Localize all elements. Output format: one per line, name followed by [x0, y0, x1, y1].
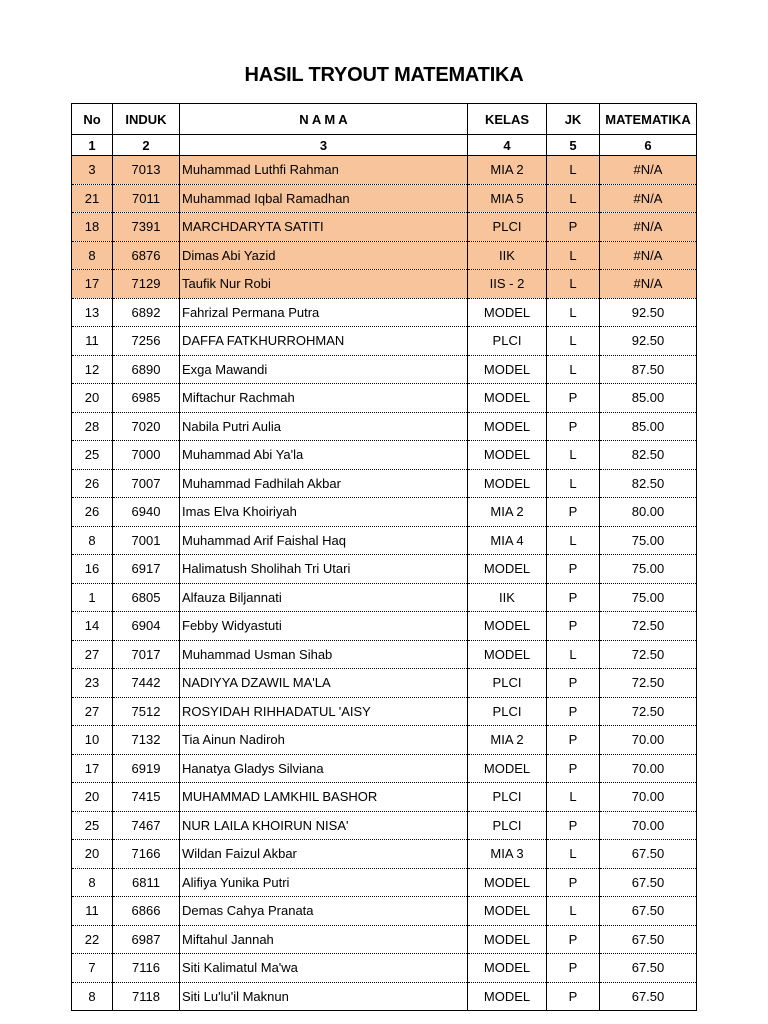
table-body [72, 156, 697, 1011]
column-number-row [72, 135, 697, 156]
cell-induk: 7013 [113, 156, 180, 185]
cell-nama: Siti Kalimatul Ma'wa [180, 954, 468, 983]
cell-induk: 6940 [113, 498, 180, 527]
cell-kelas: MODEL [468, 868, 547, 897]
cell-nama: Wildan Faizul Akbar [180, 840, 468, 869]
cell-matematika: 80.00 [600, 498, 697, 527]
cell-jk: P [547, 868, 600, 897]
cell-nama: Halimatush Sholihah Tri Utari [180, 555, 468, 584]
cell-induk: 6866 [113, 897, 180, 926]
cell-matematika: 75.00 [600, 583, 697, 612]
cell-nama: Imas Elva Khoiriyah [180, 498, 468, 527]
cell-no: 3 [72, 156, 113, 185]
header-induk: INDUK [113, 104, 180, 135]
table-row [72, 612, 697, 641]
table-row [72, 669, 697, 698]
cell-nama: Tia Ainun Nadiroh [180, 726, 468, 755]
cell-matematika: 67.50 [600, 925, 697, 954]
column-number: 6 [600, 135, 697, 156]
cell-kelas: MIA 2 [468, 498, 547, 527]
column-number: 4 [468, 135, 547, 156]
table-row [72, 726, 697, 755]
cell-kelas: MODEL [468, 355, 547, 384]
table-row [72, 412, 697, 441]
cell-kelas: PLCI [468, 697, 547, 726]
cell-no: 17 [72, 754, 113, 783]
cell-induk: 7467 [113, 811, 180, 840]
cell-nama: Miftahul Jannah [180, 925, 468, 954]
cell-matematika: 92.50 [600, 298, 697, 327]
cell-no: 8 [72, 982, 113, 1011]
header-jk: JK [547, 104, 600, 135]
cell-no: 17 [72, 270, 113, 299]
cell-kelas: IIK [468, 583, 547, 612]
cell-nama: Nabila Putri Aulia [180, 412, 468, 441]
cell-no: 1 [72, 583, 113, 612]
cell-induk: 7415 [113, 783, 180, 812]
cell-no: 22 [72, 925, 113, 954]
cell-kelas: MIA 2 [468, 726, 547, 755]
header-no: No [72, 104, 113, 135]
cell-matematika: 70.00 [600, 811, 697, 840]
table-row [72, 327, 697, 356]
cell-matematika: 70.00 [600, 754, 697, 783]
column-number: 1 [72, 135, 113, 156]
cell-no: 8 [72, 241, 113, 270]
cell-no: 11 [72, 897, 113, 926]
cell-induk: 6890 [113, 355, 180, 384]
table-row [72, 555, 697, 584]
cell-jk: P [547, 213, 600, 242]
table-row [72, 783, 697, 812]
header-matematika: MATEMATIKA [600, 104, 697, 135]
cell-nama: Muhammad Iqbal Ramadhan [180, 184, 468, 213]
cell-induk: 7000 [113, 441, 180, 470]
table-row [72, 925, 697, 954]
cell-no: 18 [72, 213, 113, 242]
cell-no: 12 [72, 355, 113, 384]
cell-nama: Muhammad Fadhilah Akbar [180, 469, 468, 498]
cell-jk: L [547, 327, 600, 356]
cell-jk: L [547, 526, 600, 555]
cell-kelas: MODEL [468, 384, 547, 413]
cell-jk: P [547, 954, 600, 983]
cell-induk: 7011 [113, 184, 180, 213]
table-row [72, 355, 697, 384]
cell-jk: L [547, 840, 600, 869]
cell-jk: L [547, 897, 600, 926]
cell-nama: ROSYIDAH RIHHADATUL 'AISY [180, 697, 468, 726]
table-row [72, 213, 697, 242]
table-row [72, 526, 697, 555]
cell-kelas: MODEL [468, 555, 547, 584]
cell-jk: L [547, 156, 600, 185]
cell-kelas: MIA 3 [468, 840, 547, 869]
page-title: HASIL TRYOUT MATEMATIKA [244, 64, 524, 86]
cell-induk: 6985 [113, 384, 180, 413]
cell-no: 20 [72, 783, 113, 812]
cell-nama: Alfauza Biljannati [180, 583, 468, 612]
cell-matematika: #N/A [600, 270, 697, 299]
cell-kelas: MODEL [468, 897, 547, 926]
cell-induk: 6904 [113, 612, 180, 641]
cell-nama: Taufik Nur Robi [180, 270, 468, 299]
cell-kelas: MODEL [468, 640, 547, 669]
cell-nama: Demas Cahya Pranata [180, 897, 468, 926]
cell-nama: Muhammad Arif Faishal Haq [180, 526, 468, 555]
table-row [72, 640, 697, 669]
cell-induk: 7017 [113, 640, 180, 669]
cell-matematika: #N/A [600, 184, 697, 213]
cell-no: 28 [72, 412, 113, 441]
cell-matematika: 67.50 [600, 982, 697, 1011]
cell-no: 8 [72, 868, 113, 897]
cell-matematika: 82.50 [600, 469, 697, 498]
cell-nama: MUHAMMAD LAMKHIL BASHOR [180, 783, 468, 812]
cell-kelas: MODEL [468, 412, 547, 441]
cell-nama: Muhammad Usman Sihab [180, 640, 468, 669]
cell-jk: L [547, 640, 600, 669]
cell-nama: Febby Widyastuti [180, 612, 468, 641]
cell-jk: L [547, 298, 600, 327]
cell-matematika: 72.50 [600, 612, 697, 641]
results-table [71, 103, 697, 1011]
cell-nama: DAFFA FATKHURROHMAN [180, 327, 468, 356]
cell-jk: P [547, 555, 600, 584]
cell-induk: 7256 [113, 327, 180, 356]
table-row [72, 754, 697, 783]
cell-no: 25 [72, 441, 113, 470]
cell-induk: 6892 [113, 298, 180, 327]
table-row [72, 897, 697, 926]
cell-matematika: 85.00 [600, 412, 697, 441]
cell-nama: Muhammad Abi Ya'la [180, 441, 468, 470]
cell-matematika: 72.50 [600, 640, 697, 669]
cell-matematika: 67.50 [600, 897, 697, 926]
cell-kelas: MODEL [468, 298, 547, 327]
cell-jk: L [547, 270, 600, 299]
table-row [72, 384, 697, 413]
cell-matematika: 72.50 [600, 669, 697, 698]
cell-induk: 6987 [113, 925, 180, 954]
table-row [72, 298, 697, 327]
cell-nama: Siti Lu'lu'il Maknun [180, 982, 468, 1011]
cell-induk: 6917 [113, 555, 180, 584]
cell-no: 11 [72, 327, 113, 356]
cell-induk: 7442 [113, 669, 180, 698]
cell-matematika: 70.00 [600, 783, 697, 812]
cell-nama: Fahrizal Permana Putra [180, 298, 468, 327]
cell-no: 26 [72, 498, 113, 527]
table-row [72, 184, 697, 213]
table-row [72, 583, 697, 612]
table-row [72, 156, 697, 185]
cell-induk: 7001 [113, 526, 180, 555]
cell-matematika: 67.50 [600, 868, 697, 897]
cell-no: 16 [72, 555, 113, 584]
cell-induk: 7166 [113, 840, 180, 869]
cell-no: 8 [72, 526, 113, 555]
table-row [72, 441, 697, 470]
cell-nama: MARCHDARYTA SATITI [180, 213, 468, 242]
cell-jk: L [547, 355, 600, 384]
cell-no: 27 [72, 697, 113, 726]
cell-matematika: 75.00 [600, 526, 697, 555]
table-row [72, 982, 697, 1011]
cell-matematika: 75.00 [600, 555, 697, 584]
table-row [72, 868, 697, 897]
cell-no: 14 [72, 612, 113, 641]
cell-jk: P [547, 811, 600, 840]
cell-kelas: MIA 4 [468, 526, 547, 555]
cell-induk: 6811 [113, 868, 180, 897]
cell-jk: P [547, 982, 600, 1011]
cell-jk: P [547, 726, 600, 755]
cell-kelas: MODEL [468, 612, 547, 641]
cell-matematika: 72.50 [600, 697, 697, 726]
header-nama: N A M A [180, 104, 468, 135]
cell-nama: Miftachur Rachmah [180, 384, 468, 413]
cell-kelas: IIK [468, 241, 547, 270]
cell-kelas: PLCI [468, 669, 547, 698]
cell-kelas: MODEL [468, 954, 547, 983]
cell-induk: 7132 [113, 726, 180, 755]
cell-induk: 7391 [113, 213, 180, 242]
table-row [72, 811, 697, 840]
table-row [72, 241, 697, 270]
table-row [72, 498, 697, 527]
cell-matematika: 85.00 [600, 384, 697, 413]
cell-jk: P [547, 669, 600, 698]
cell-matematika: #N/A [600, 241, 697, 270]
cell-jk: P [547, 697, 600, 726]
cell-matematika: 67.50 [600, 954, 697, 983]
cell-jk: L [547, 241, 600, 270]
cell-kelas: MIA 2 [468, 156, 547, 185]
cell-no: 25 [72, 811, 113, 840]
cell-kelas: MODEL [468, 982, 547, 1011]
table-row [72, 954, 697, 983]
column-number: 3 [180, 135, 468, 156]
table-row [72, 697, 697, 726]
cell-induk: 7118 [113, 982, 180, 1011]
cell-no: 26 [72, 469, 113, 498]
cell-jk: P [547, 384, 600, 413]
table-row [72, 469, 697, 498]
cell-kelas: MODEL [468, 469, 547, 498]
cell-no: 23 [72, 669, 113, 698]
column-number: 2 [113, 135, 180, 156]
cell-no: 10 [72, 726, 113, 755]
cell-induk: 7129 [113, 270, 180, 299]
cell-no: 20 [72, 840, 113, 869]
cell-kelas: PLCI [468, 327, 547, 356]
cell-jk: P [547, 412, 600, 441]
cell-matematika: #N/A [600, 156, 697, 185]
cell-kelas: PLCI [468, 213, 547, 242]
cell-no: 21 [72, 184, 113, 213]
cell-induk: 7512 [113, 697, 180, 726]
cell-no: 13 [72, 298, 113, 327]
cell-jk: P [547, 612, 600, 641]
cell-induk: 7020 [113, 412, 180, 441]
cell-nama: Exga Mawandi [180, 355, 468, 384]
table-row [72, 840, 697, 869]
cell-jk: L [547, 469, 600, 498]
cell-nama: Muhammad Luthfi Rahman [180, 156, 468, 185]
cell-matematika: 82.50 [600, 441, 697, 470]
cell-induk: 7007 [113, 469, 180, 498]
table-row [72, 270, 697, 299]
cell-jk: P [547, 583, 600, 612]
cell-no: 20 [72, 384, 113, 413]
cell-induk: 6919 [113, 754, 180, 783]
cell-induk: 6805 [113, 583, 180, 612]
cell-no: 7 [72, 954, 113, 983]
cell-matematika: 70.00 [600, 726, 697, 755]
cell-induk: 7116 [113, 954, 180, 983]
cell-induk: 6876 [113, 241, 180, 270]
cell-kelas: MIA 5 [468, 184, 547, 213]
cell-jk: P [547, 498, 600, 527]
cell-no: 27 [72, 640, 113, 669]
header-row [72, 104, 697, 135]
cell-kelas: MODEL [468, 754, 547, 783]
cell-jk: P [547, 754, 600, 783]
cell-nama: NADIYYA DZAWIL MA'LA [180, 669, 468, 698]
column-number: 5 [547, 135, 600, 156]
cell-nama: Alifiya Yunika Putri [180, 868, 468, 897]
cell-kelas: IIS - 2 [468, 270, 547, 299]
cell-kelas: PLCI [468, 811, 547, 840]
cell-matematika: #N/A [600, 213, 697, 242]
cell-kelas: PLCI [468, 783, 547, 812]
cell-kelas: MODEL [468, 441, 547, 470]
cell-jk: P [547, 925, 600, 954]
cell-jk: L [547, 783, 600, 812]
cell-nama: NUR LAILA KHOIRUN NISA' [180, 811, 468, 840]
cell-jk: L [547, 441, 600, 470]
cell-matematika: 92.50 [600, 327, 697, 356]
cell-jk: L [547, 184, 600, 213]
cell-matematika: 87.50 [600, 355, 697, 384]
header-kelas: KELAS [468, 104, 547, 135]
cell-kelas: MODEL [468, 925, 547, 954]
cell-matematika: 67.50 [600, 840, 697, 869]
cell-nama: Hanatya Gladys Silviana [180, 754, 468, 783]
cell-nama: Dimas Abi Yazid [180, 241, 468, 270]
